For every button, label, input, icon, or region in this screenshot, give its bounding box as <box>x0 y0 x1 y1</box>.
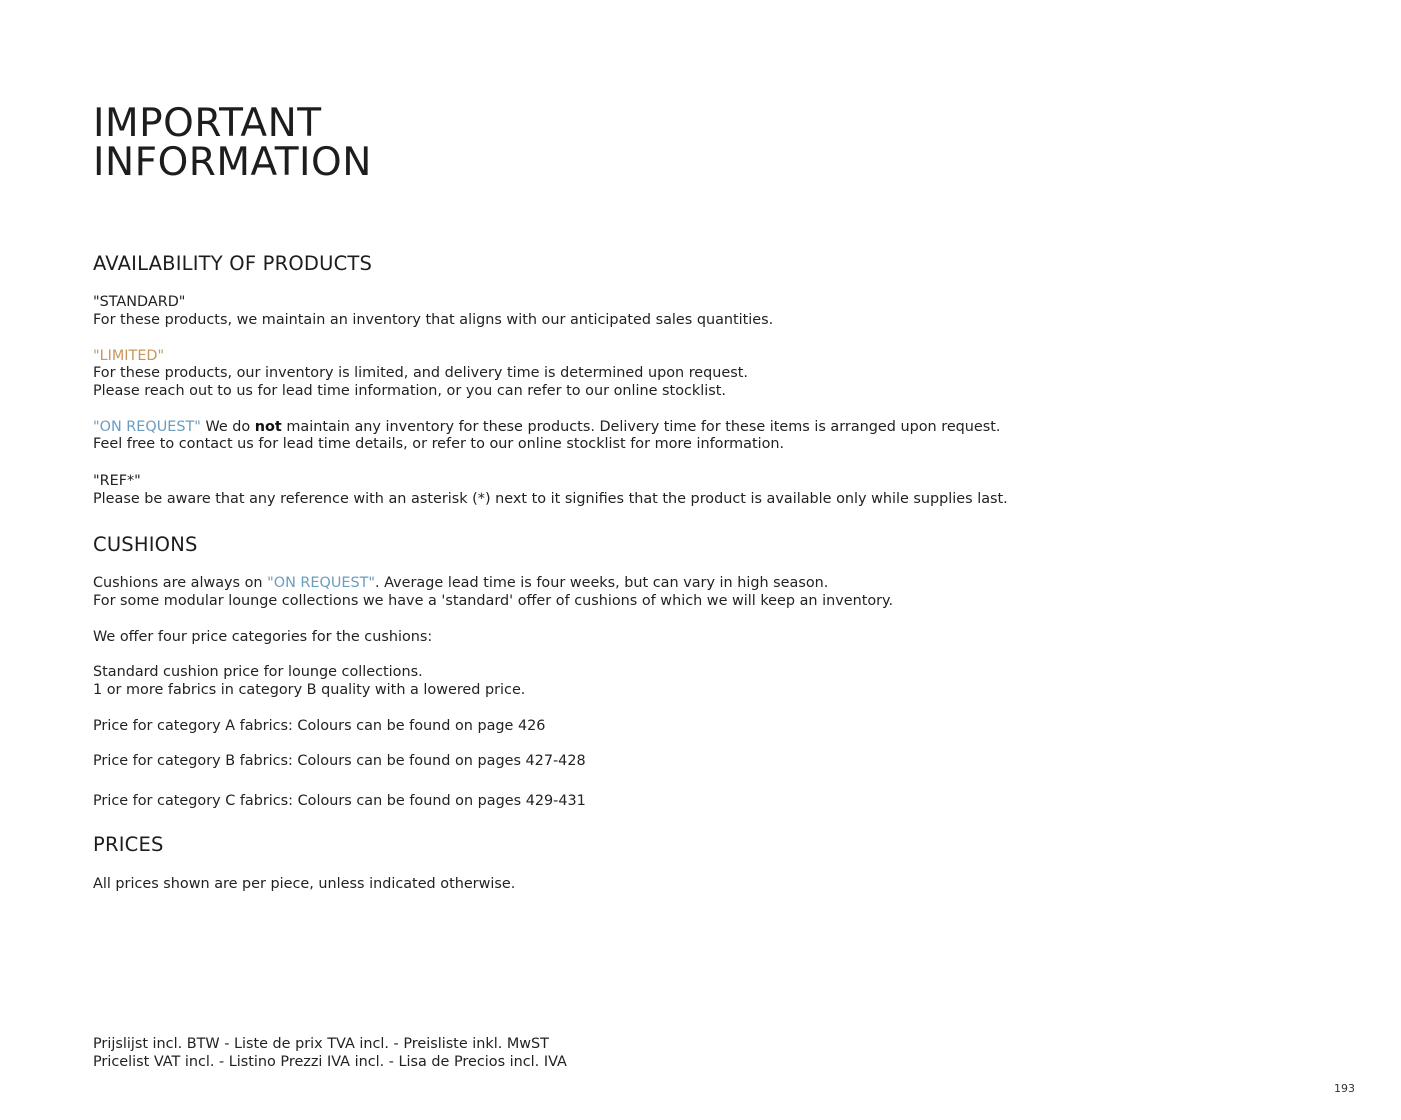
ref-label: "REF*" <box>93 473 141 489</box>
on-request-text-pre: We do <box>200 419 255 435</box>
on-request-text-2: Feel free to contact us for lead time details, or refer to our online stocklist for more information. <box>93 436 785 452</box>
footer-line-1: Prijslijst incl. BTW - Liste de prix TVA incl. - Preisliste inkl. MwST <box>93 1036 549 1052</box>
cushions-heading: CUSHIONS <box>93 533 198 556</box>
cushions-line-1 <box>93 574 828 592</box>
standard-text: For these products, we maintain an inventory that aligns with our anticipated sales quantities. <box>93 312 774 328</box>
page-title-line-2: INFORMATION <box>93 140 372 185</box>
standard-label: "STANDARD" <box>93 294 186 310</box>
cushions-line-2: For some modular lounge collections we have a 'standard' offer of cushions of which we will keep an inventory. <box>93 593 894 609</box>
cushions-category-c: Price for category C fabrics: Colours can be found on pages 429-431 <box>93 793 586 809</box>
cushions-standard-2: 1 or more fabrics in category B quality with a lowered price. <box>93 682 526 698</box>
page-title-line-1: IMPORTANT <box>93 101 322 146</box>
cushions-intro: We offer four price categories for the cushions: <box>93 629 433 645</box>
cushions-category-a: Price for category A fabrics: Colours can be found on page 426 <box>93 718 546 734</box>
on-request-paragraph <box>93 418 1001 436</box>
on-request-text-post: maintain any inventory for these products. Delivery time for these items is arranged upon request. <box>281 419 1001 435</box>
prices-text: All prices shown are per piece, unless indicated otherwise. <box>93 876 516 892</box>
limited-label: "LIMITED" <box>93 348 165 364</box>
on-request-text-bold: not <box>254 419 282 435</box>
ref-text: Please be aware that any reference with an asterisk (*) next to it signifies that the product is available only while supplies last. <box>93 491 1008 507</box>
cushions-on-request-highlight: "ON REQUEST" <box>267 575 375 591</box>
limited-text-2: Please reach out to us for lead time information, or you can refer to our online stocklist. <box>93 383 726 399</box>
footer-line-2: Pricelist VAT incl. - Listino Prezzi IVA incl. - Lisa de Precios incl. IVA <box>93 1054 567 1070</box>
cushions-line-1-post: . Average lead time is four weeks, but can vary in high season. <box>375 575 829 591</box>
cushions-standard-1: Standard cushion price for lounge collections. <box>93 664 423 680</box>
page-number: 193 <box>1334 1082 1355 1095</box>
cushions-line-1-pre: Cushions are always on <box>93 575 268 591</box>
page-title <box>93 101 372 185</box>
prices-heading: PRICES <box>93 833 164 856</box>
limited-text-1: For these products, our inventory is limited, and delivery time is determined upon request. <box>93 365 748 381</box>
on-request-label: "ON REQUEST" <box>93 419 201 435</box>
cushions-category-b: Price for category B fabrics: Colours can be found on pages 427-428 <box>93 753 586 769</box>
availability-heading: AVAILABILITY OF PRODUCTS <box>93 252 373 275</box>
